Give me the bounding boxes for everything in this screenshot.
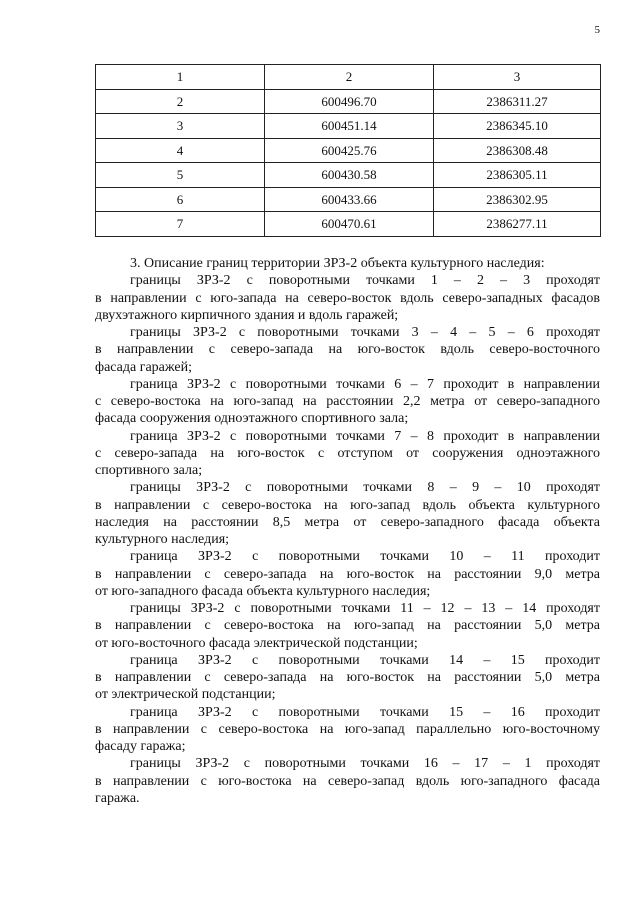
boundary-paragraph bbox=[95, 755, 600, 807]
paragraph-line: граница ЗРЗ-2 с поворотными точками 15 – 16 проходит bbox=[130, 704, 600, 720]
y-coordinate-cell: 2386305.11 bbox=[434, 163, 601, 188]
boundary-description bbox=[95, 255, 600, 807]
paragraph-line: граница ЗРЗ-2 с поворотными точками 14 – 15 проходит bbox=[130, 652, 600, 668]
paragraph-list bbox=[95, 272, 600, 807]
boundary-paragraph bbox=[95, 376, 600, 428]
point-number-cell: 3 bbox=[96, 114, 265, 139]
x-coordinate-cell: 600451.14 bbox=[265, 114, 434, 139]
section-heading: 3. Описание границ территории ЗРЗ-2 объекта культурного наследия: bbox=[130, 256, 545, 271]
point-number-cell: 5 bbox=[96, 163, 265, 188]
paragraph-line: от электрической подстанции; bbox=[95, 687, 276, 703]
paragraph-line: граница ЗРЗ-2 с поворотными точками 7 – 8 проходит в направлении bbox=[130, 428, 600, 444]
table-row bbox=[96, 212, 601, 237]
paragraph-line: в направлении с юго-запада на северо-восток вдоль северо-западных фасадов bbox=[95, 290, 600, 306]
boundary-paragraph bbox=[95, 600, 600, 652]
boundary-paragraph bbox=[95, 479, 600, 548]
table-header-row bbox=[96, 65, 601, 90]
paragraph-line: в направлении с северо-востока на юго-запад на расстоянии 5,0 метра bbox=[95, 618, 600, 634]
paragraph-line: в направлении с северо-запада на юго-восток вдоль северо-восточного bbox=[95, 342, 600, 358]
y-coordinate-cell: 2386277.11 bbox=[434, 212, 601, 237]
paragraph-line: границы ЗРЗ-2 с поворотными точками 3 – 4 – 5 – 6 проходят bbox=[130, 325, 600, 340]
paragraph-line: от юго-восточного фасада электрической подстанции; bbox=[95, 635, 418, 651]
point-number-cell: 2 bbox=[96, 89, 265, 114]
paragraph-line: культурного наследия; bbox=[95, 532, 230, 547]
paragraph-line: границы ЗРЗ-2 с поворотными точками 16 – 17 – 1 проходят bbox=[130, 756, 600, 772]
paragraph-line: границы ЗРЗ-2 с поворотными точками 1 – 2 – 3 проходят bbox=[130, 273, 600, 289]
header-cell-x: 2 bbox=[265, 65, 434, 90]
point-number-cell: 6 bbox=[96, 187, 265, 212]
y-coordinate-cell: 2386302.95 bbox=[434, 187, 601, 212]
boundary-paragraph bbox=[95, 652, 600, 704]
paragraph-line: в направлении с северо-востока на юго-запад вдоль объекта культурного bbox=[95, 497, 600, 513]
table-row bbox=[96, 138, 601, 163]
boundary-paragraph bbox=[95, 272, 600, 324]
boundary-paragraph bbox=[95, 428, 600, 480]
paragraph-line: фасада сооружения одноэтажного спортивного зала; bbox=[95, 411, 409, 427]
table-row bbox=[96, 187, 601, 212]
header-cell-point: 1 bbox=[96, 65, 265, 90]
table-row bbox=[96, 114, 601, 139]
point-number-cell: 7 bbox=[96, 212, 265, 237]
boundary-paragraph bbox=[95, 704, 600, 756]
paragraph-line: с северо-запада на юго-восток с отступом от сооружения одноэтажного bbox=[95, 445, 600, 461]
paragraph-line: в направлении с северо-запада на юго-восток на расстоянии 9,0 метра bbox=[95, 566, 600, 582]
boundary-paragraph bbox=[95, 548, 600, 600]
x-coordinate-cell: 600433.66 bbox=[265, 187, 434, 212]
y-coordinate-cell: 2386345.10 bbox=[434, 114, 601, 139]
paragraph-line: гаража. bbox=[95, 790, 140, 806]
paragraph-line: наследия на расстоянии 8,5 метра от северо-западного фасада объекта bbox=[95, 514, 600, 530]
paragraph-line: от юго-западного фасада объекта культурного наследия; bbox=[95, 583, 431, 599]
page-number: 5 bbox=[594, 24, 600, 36]
paragraph-line: границы ЗРЗ-2 с поворотными точками 8 – 9 – 10 проходят bbox=[130, 480, 600, 496]
paragraph-line: двухэтажного кирпичного здания и вдоль гаражей; bbox=[95, 307, 399, 323]
y-coordinate-cell: 2386311.27 bbox=[434, 89, 601, 114]
y-coordinate-cell: 2386308.48 bbox=[434, 138, 601, 163]
paragraph-line: в направлении с северо-востока на юго-запад параллельно юго-восточному bbox=[95, 721, 600, 737]
point-number-cell: 4 bbox=[96, 138, 265, 163]
boundary-paragraph bbox=[95, 324, 600, 376]
x-coordinate-cell: 600496.70 bbox=[265, 89, 434, 114]
paragraph-line: фасада гаражей; bbox=[95, 359, 192, 375]
x-coordinate-cell: 600470.61 bbox=[265, 212, 434, 237]
paragraph-line: в направлении с северо-запада на юго-восток на расстоянии 5,0 метра bbox=[95, 670, 600, 685]
paragraph-line: спортивного зала; bbox=[95, 463, 203, 478]
table-row bbox=[96, 89, 601, 114]
coordinates-table bbox=[95, 64, 601, 237]
x-coordinate-cell: 600425.76 bbox=[265, 138, 434, 163]
paragraph-line: границы ЗРЗ-2 с поворотными точками 11 – 12 – 13 – 14 проходят bbox=[130, 601, 600, 616]
paragraph-line: граница ЗРЗ-2 с поворотными точками 10 – 11 проходит bbox=[130, 549, 600, 565]
x-coordinate-cell: 600430.58 bbox=[265, 163, 434, 188]
coordinates-table-body bbox=[96, 65, 601, 237]
paragraph-line: граница ЗРЗ-2 с поворотными точками 6 – 7 проходит в направлении bbox=[130, 376, 600, 392]
header-cell-y: 3 bbox=[434, 65, 601, 90]
paragraph-line: с северо-востока на юго-запад на расстоянии 2,2 метра от северо-западного bbox=[95, 394, 600, 409]
paragraph-line: фасаду гаража; bbox=[95, 739, 186, 754]
table-row bbox=[96, 163, 601, 188]
paragraph-line: в направлении с юго-востока на северо-запад вдоль юго-западного фасада bbox=[95, 773, 600, 789]
